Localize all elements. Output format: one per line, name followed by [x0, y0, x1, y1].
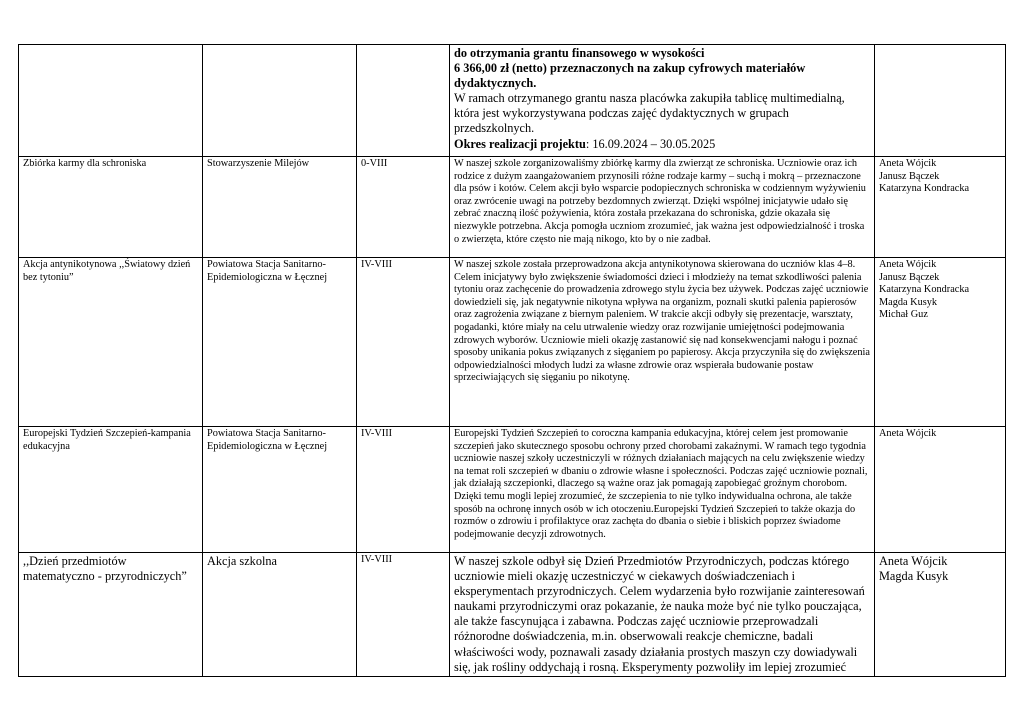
grant-amount-text: 6 366,00 zł (netto) przeznaczonych na zakup cyfrowych materiałów dydaktycznych.	[454, 61, 806, 91]
row-partner: Stowarzyszenie Milejów	[203, 157, 357, 258]
row-partner: Powiatowa Stacja Sanitarno-Epidemiologiczna w Łęcznej	[203, 258, 357, 427]
teacher-name: Aneta Wójcik	[879, 158, 937, 169]
row-description: W naszej szkole odbył się Dzień Przedmiotów Przyrodniczych, podczas którego uczniowie mieli okazję uczestniczyć w ciekawych doświadczeniach i eksperymentach przyrodniczych. Celem wydarzenia było rozwijanie zainteresowań naukami przyrodniczymi oraz pokazanie, że nauka może być nie tylko pouczająca, ale także fascynująca i zabawna. Podczas zajęć uczniowie przeprowadzali różnorodne doświadczenia, m.in. obserwowali reakcje chemiczne, badali właściwości wody, poznawali zasady działania prostych maszyn czy dowiadywali się, jak rośliny oddychają i rosną. Eksperymenty pozwoliły im lepiej zrozumieć	[450, 553, 875, 677]
row-partner: Akcja szkolna	[203, 553, 357, 677]
teacher-name: Aneta Wójcik	[879, 554, 948, 568]
table-row	[19, 157, 1006, 258]
teacher-name: Michał Guz	[879, 309, 928, 321]
teacher-name: Katarzyna Kondracka	[879, 183, 970, 195]
row-teachers	[875, 258, 1006, 427]
grant-heading-line: do otrzymania grantu finansowego w wysokości	[454, 46, 705, 60]
row-classes: IV-VIII	[357, 427, 450, 553]
teacher-name: Janusz Bączek	[879, 271, 940, 283]
row-teachers	[875, 553, 1006, 677]
teacher-name: Janusz Bączek	[879, 170, 940, 182]
project-period	[454, 137, 870, 152]
row-teachers	[875, 427, 1006, 553]
teacher-name: Magda Kusyk	[879, 296, 938, 308]
table-row	[19, 553, 1006, 677]
row-title: Akcja antynikotynowa ,,Światowy dzień bez tytoniu”	[19, 258, 203, 427]
grant-body-text: W ramach otrzymanego grantu nasza placówka zakupiła tablicę multimedialną, która jest wykorzystywana podczas zajęć dydaktycznych w grupach przedszkolnych.	[454, 91, 845, 136]
teacher-name: Aneta Wójcik	[879, 259, 937, 270]
row-classes: IV-VIII	[357, 553, 450, 677]
table-row	[19, 427, 1006, 553]
row-description: Europejski Tydzień Szczepień to coroczna kampania edukacyjna, której celem jest promowanie szczepień jako skutecznego sposobu ochrony przed chorobami zakaźnymi. W ramach tego tygodnia uczniowie naszej szkoły uczestniczyli w różnych działaniach mających na celu zwiększenie wiedzy na temat roli szczepień w dbaniu o zdrowie własne i społeczności. Podczas zajęć uczniowie poznali, jak działają szczepionki, dlaczego są ważne oraz jak pomagają zapobiegać groźnym chorobom. Dzięki temu mogli lepiej zrozumieć, że szczepienia to nie tylko indywidualna ochrona, ale także sposób na ochronę innych osób w ich otoczeniu.Europejski Tydzień Szczepień to także okazja do rozmów o zdrowiu i profilaktyce oraz zachęta do dbania o siebie i bliskich poprzez świadome podejmowanie decyzji zdrowotnych.	[450, 427, 875, 553]
project-period-value: : 16.09.2024 – 30.05.2025	[585, 136, 716, 151]
table-row	[19, 45, 1006, 157]
table-row	[19, 258, 1006, 427]
row-teachers	[875, 45, 1006, 157]
teacher-name: Katarzyna Kondracka	[879, 284, 970, 296]
row-description: W naszej szkole została przeprowadzona akcja antynikotynowa skierowana do uczniów klas 4–8. Celem inicjatywy było zwiększenie świadomości dzieci i młodzieży na temat szkodliwości palenia tytoniu oraz zachęcenie do prowadzenia zdrowego stylu życia bez używek. Podczas zajęć uczniowie dowiedzieli się, jak negatywnie nikotyna wpływa na organizm, poznali skutki palenia papierosów oraz zagrożenia związane z biernym paleniem. W trakcie akcji odbyły się prezentacje, warsztaty, pogadanki, które miały na celu utrwalenie wiedzy oraz rozwijanie umiejętności podejmowania zdrowych wyborów. Uczniowie mieli okazję zastanowić się nad konsekwencjami nałogu i poznać sposoby unikania pokus związanych z sięganiem po papierosy. Akcja przyczyniła się do zwiększenia odpowiedzialności młodych ludzi za własne zdrowie oraz wspierała budowanie postaw sprzeciwiających się sięganiu po nikotynę.	[450, 258, 875, 427]
row-title	[19, 45, 203, 157]
teacher-name: Aneta Wójcik	[879, 428, 937, 439]
row-title: ,,Dzień przedmiotów matematyczno - przyrodniczych”	[19, 553, 203, 677]
row-title: Zbiórka karmy dla schroniska	[19, 157, 203, 258]
row-classes: IV-VIII	[357, 258, 450, 427]
row-classes: 0-VIII	[357, 157, 450, 258]
row-description: W naszej szkole zorganizowaliśmy zbiórkę karmy dla zwierząt ze schroniska. Uczniowie oraz ich rodzice z dużym zaangażowaniem przynosili różne rodzaje karmy – suchą i mokrą – przeznaczone dla psów i kotów. Celem akcji było wsparcie podopiecznych schroniska w codziennym wyżywieniu oraz zwrócenie uwagi na potrzeby bezdomnych zwierząt. Dzięki wspólnej inicjatywie udało się zebrać znaczną ilość pożywienia, która została przekazana do schroniska, gdzie okazała się niezwykle potrzebna. Akcja pomogła uczniom zrozumieć, jak ważna jest odpowiedzialność i troska o zwierzęta, które często nie mają nikogo, kto by o nie zadbał.	[450, 157, 875, 258]
project-period-label: Okres realizacji projektu	[454, 136, 586, 151]
row-classes	[357, 45, 450, 157]
row-title: Europejski Tydzień Szczepień-kampania edukacyjna	[19, 427, 203, 553]
row-partner: Powiatowa Stacja Sanitarno-Epidemiologiczna w Łęcznej	[203, 427, 357, 553]
row-description	[450, 45, 875, 157]
row-teachers	[875, 157, 1006, 258]
activities-table	[18, 44, 1006, 677]
teacher-name: Magda Kusyk	[879, 569, 949, 584]
row-partner	[203, 45, 357, 157]
